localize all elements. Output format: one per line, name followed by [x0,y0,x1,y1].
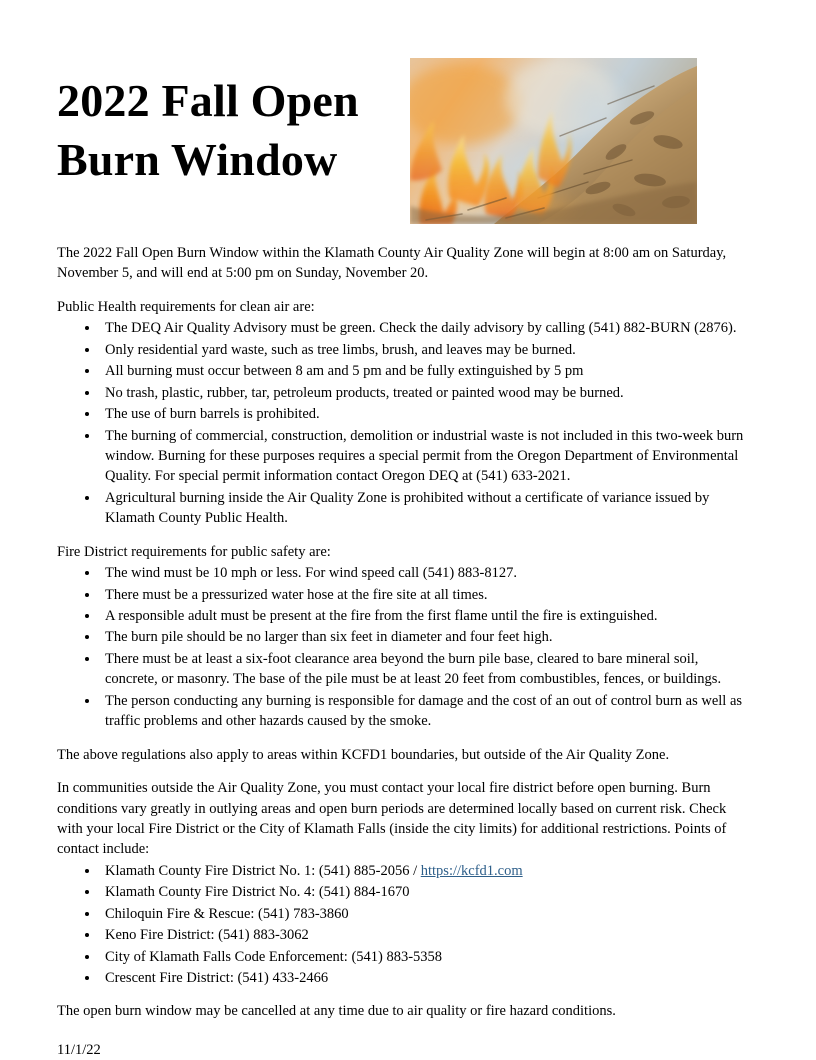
public-health-list [57,318,747,528]
list-item: The DEQ Air Quality Advisory must be green. Check the daily advisory by calling (541) 882-BURN (2876). [57,318,747,338]
kcfd1-website-link[interactable]: https://kcfd1.com [420,862,523,879]
list-item: Chiloquin Fire & Rescue: (541) 783-3860 [57,904,747,924]
outside-zone-paragraph: In communities outside the Air Quality Zone, you must contact your local fire district before open burning. Burn conditions vary greatly in outlying areas and open burn periods are determined locally based on current risk. Check with your local Fire District or the City of Klamath Falls (inside the city limits) for additional restrictions. Points of contact include: [57,780,727,858]
list-item-kcfd1 [57,861,747,881]
cancellation-note: The open burn window may be cancelled at any time due to air quality or fire hazard conditions. [57,1003,616,1020]
document-header [0,0,816,185]
intro-paragraph: The 2022 Fall Open Burn Window within the Klamath County Air Quality Zone will begin at 8:00 am on Saturday, November 5, and will end at 5:00 pm on Sunday, November 20. [57,245,727,282]
list-item: The burn pile should be no larger than six feet in diameter and four feet high. [57,627,747,647]
list-item: There must be at least a six-foot clearance area beyond the burn pile base, cleared to bare mineral soil, concrete, or masonry. The base of the pile must be at least 20 feet from combustibles, fences, or buildings. [57,649,747,690]
list-item: All burning must occur between 8 am and 5 pm and be fully extinguished by 5 pm [57,361,747,381]
list-item: There must be a pressurized water hose at the fire site at all times. [57,585,747,605]
list-item: Crescent Fire District: (541) 433-2466 [57,968,747,988]
revision-date: 11/1/22 [57,1041,101,1058]
list-item: The person conducting any burning is responsible for damage and the cost of an out of control burn as well as traffic problems and other hazards caused by the smoke. [57,691,747,732]
fire-district-heading: Fire District requirements for public safety are: [57,543,331,560]
burning-debris-photo [410,58,697,224]
list-item: No trash, plastic, rubber, tar, petroleum products, treated or painted wood may be burned. [57,383,747,403]
contact-text: Klamath County Fire District No. 1: (541) 885-2056 / [105,862,421,879]
fire-district-list [57,563,747,732]
list-item: Agricultural burning inside the Air Quality Zone is prohibited without a certificate of variance issued by Klamath County Public Health. [57,488,747,529]
list-item: A responsible adult must be present at the fire from the first flame until the fire is extinguished. [57,606,747,626]
page-title: 2022 Fall Open Burn Window [57,75,359,185]
list-item: Keno Fire District: (541) 883-3062 [57,925,747,945]
list-item: The burning of commercial, construction, demolition or industrial waste is not included in this two-week burn window. Burning for these purposes requires a special permit from the Oregon Department of Environmental Quality. For special permit information contact Oregon DEQ at (541) 633-2021. [57,426,747,487]
contacts-list [57,861,747,989]
public-health-heading: Public Health requirements for clean air are: [57,298,315,315]
list-item: The wind must be 10 mph or less. For wind speed call (541) 883-8127. [57,563,747,583]
list-item: City of Klamath Falls Code Enforcement: (541) 883-5358 [57,947,747,967]
list-item: Klamath County Fire District No. 4: (541) 884-1670 [57,882,747,902]
kcfd1-note: The above regulations also apply to areas within KCFD1 boundaries, but outside of the Air Quality Zone. [57,746,670,763]
list-item: The use of burn barrels is prohibited. [57,404,747,424]
list-item: Only residential yard waste, such as tree limbs, brush, and leaves may be burned. [57,340,747,360]
document-body [57,243,747,1060]
